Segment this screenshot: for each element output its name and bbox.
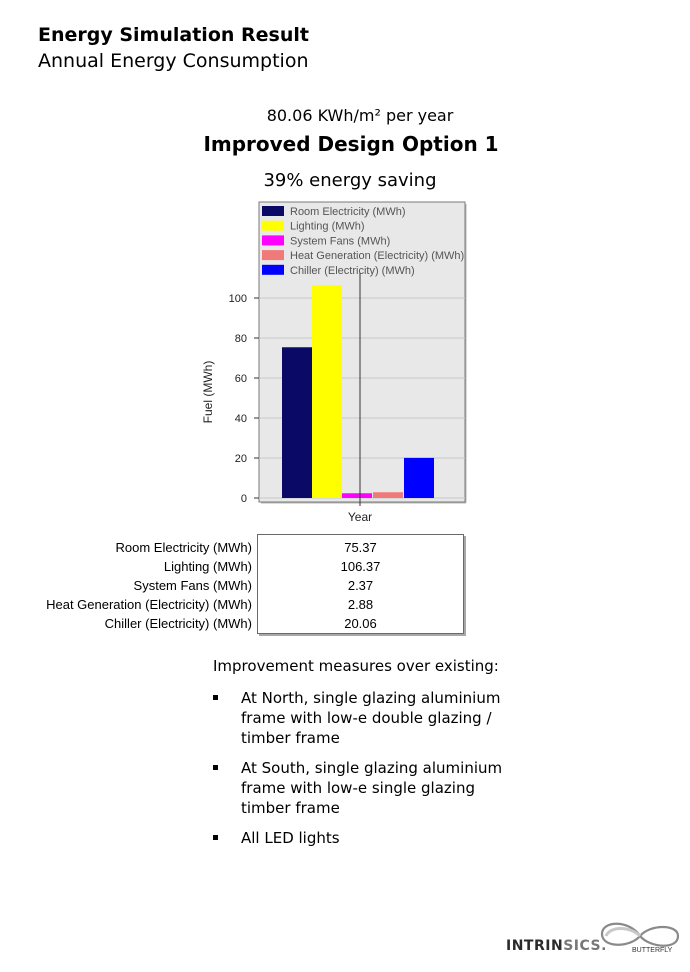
bar bbox=[373, 492, 403, 498]
measure-text: At North, single glazing aluminium frame with low-e double glazing / timber frame bbox=[241, 689, 501, 747]
y-axis bbox=[229, 293, 259, 505]
table-row-label: Chiller (Electricity) (MWh) bbox=[104, 616, 252, 631]
table-row-label: Room Electricity (MWh) bbox=[115, 540, 252, 555]
bar bbox=[342, 493, 372, 498]
y-tick-label: 0 bbox=[240, 493, 247, 505]
legend-swatch bbox=[262, 221, 284, 231]
bullet-icon bbox=[213, 695, 218, 700]
bar bbox=[312, 285, 342, 498]
y-axis-label: Fuel (MWh) bbox=[201, 360, 215, 424]
page-title: Energy Simulation Result bbox=[38, 24, 309, 46]
y-tick-label: 100 bbox=[228, 293, 247, 305]
measure-text: At South, single glazing aluminium frame with low-e single glazing timber frame bbox=[241, 759, 503, 817]
y-tick-label: 20 bbox=[234, 453, 247, 465]
legend-label: Room Electricity (MWh) bbox=[290, 206, 406, 218]
legend-swatch bbox=[262, 206, 284, 216]
table-row-label: System Fans (MWh) bbox=[133, 578, 252, 593]
y-tick-label: 40 bbox=[234, 413, 247, 425]
legend-swatch bbox=[262, 250, 284, 260]
table-row-value: 2.88 bbox=[347, 597, 374, 612]
list-item bbox=[213, 758, 523, 818]
measures-title: Improvement measures over existing: bbox=[213, 657, 499, 675]
table-row-value: 20.06 bbox=[344, 616, 377, 631]
energy-intensity: 80.06 KWh/m² per year bbox=[266, 106, 454, 125]
legend-label: Heat Generation (Electricity) (MWh) bbox=[290, 250, 465, 263]
intrinsics-logo: INTRINSICS. bbox=[506, 938, 607, 954]
bar bbox=[282, 347, 312, 498]
table-values bbox=[257, 538, 464, 633]
measure-text: All LED lights bbox=[241, 829, 340, 847]
table-row-label: Heat Generation (Electricity) (MWh) bbox=[46, 597, 252, 612]
page-subtitle: Annual Energy Consumption bbox=[38, 50, 309, 72]
list-item bbox=[213, 828, 523, 848]
measures-list bbox=[213, 688, 523, 858]
energy-saving: 39% energy saving bbox=[263, 170, 437, 191]
table-labels bbox=[0, 538, 252, 633]
bar bbox=[404, 458, 434, 498]
table-row-label: Lighting (MWh) bbox=[163, 559, 252, 574]
energy-chart bbox=[0, 195, 690, 530]
x-axis-label: Year bbox=[347, 510, 373, 524]
bullet-icon bbox=[213, 835, 218, 840]
table-row-value: 106.37 bbox=[340, 559, 381, 574]
butterfly-wordmark: BUTTERFLY bbox=[632, 947, 673, 954]
legend-swatch bbox=[262, 235, 284, 245]
legend-label: System Fans (MWh) bbox=[290, 235, 391, 248]
legend-label: Lighting (MWh) bbox=[290, 220, 365, 233]
list-item bbox=[213, 688, 523, 748]
table-row-value: 75.37 bbox=[344, 540, 377, 555]
table-row-value: 2.37 bbox=[347, 578, 374, 593]
legend-label: Chiller (Electricity) (MWh) bbox=[290, 264, 415, 277]
y-tick-label: 60 bbox=[234, 373, 247, 385]
bullet-icon bbox=[213, 765, 218, 770]
design-option-title: Improved Design Option 1 bbox=[203, 132, 499, 156]
legend-swatch bbox=[262, 265, 284, 275]
y-tick-label: 80 bbox=[234, 333, 247, 345]
